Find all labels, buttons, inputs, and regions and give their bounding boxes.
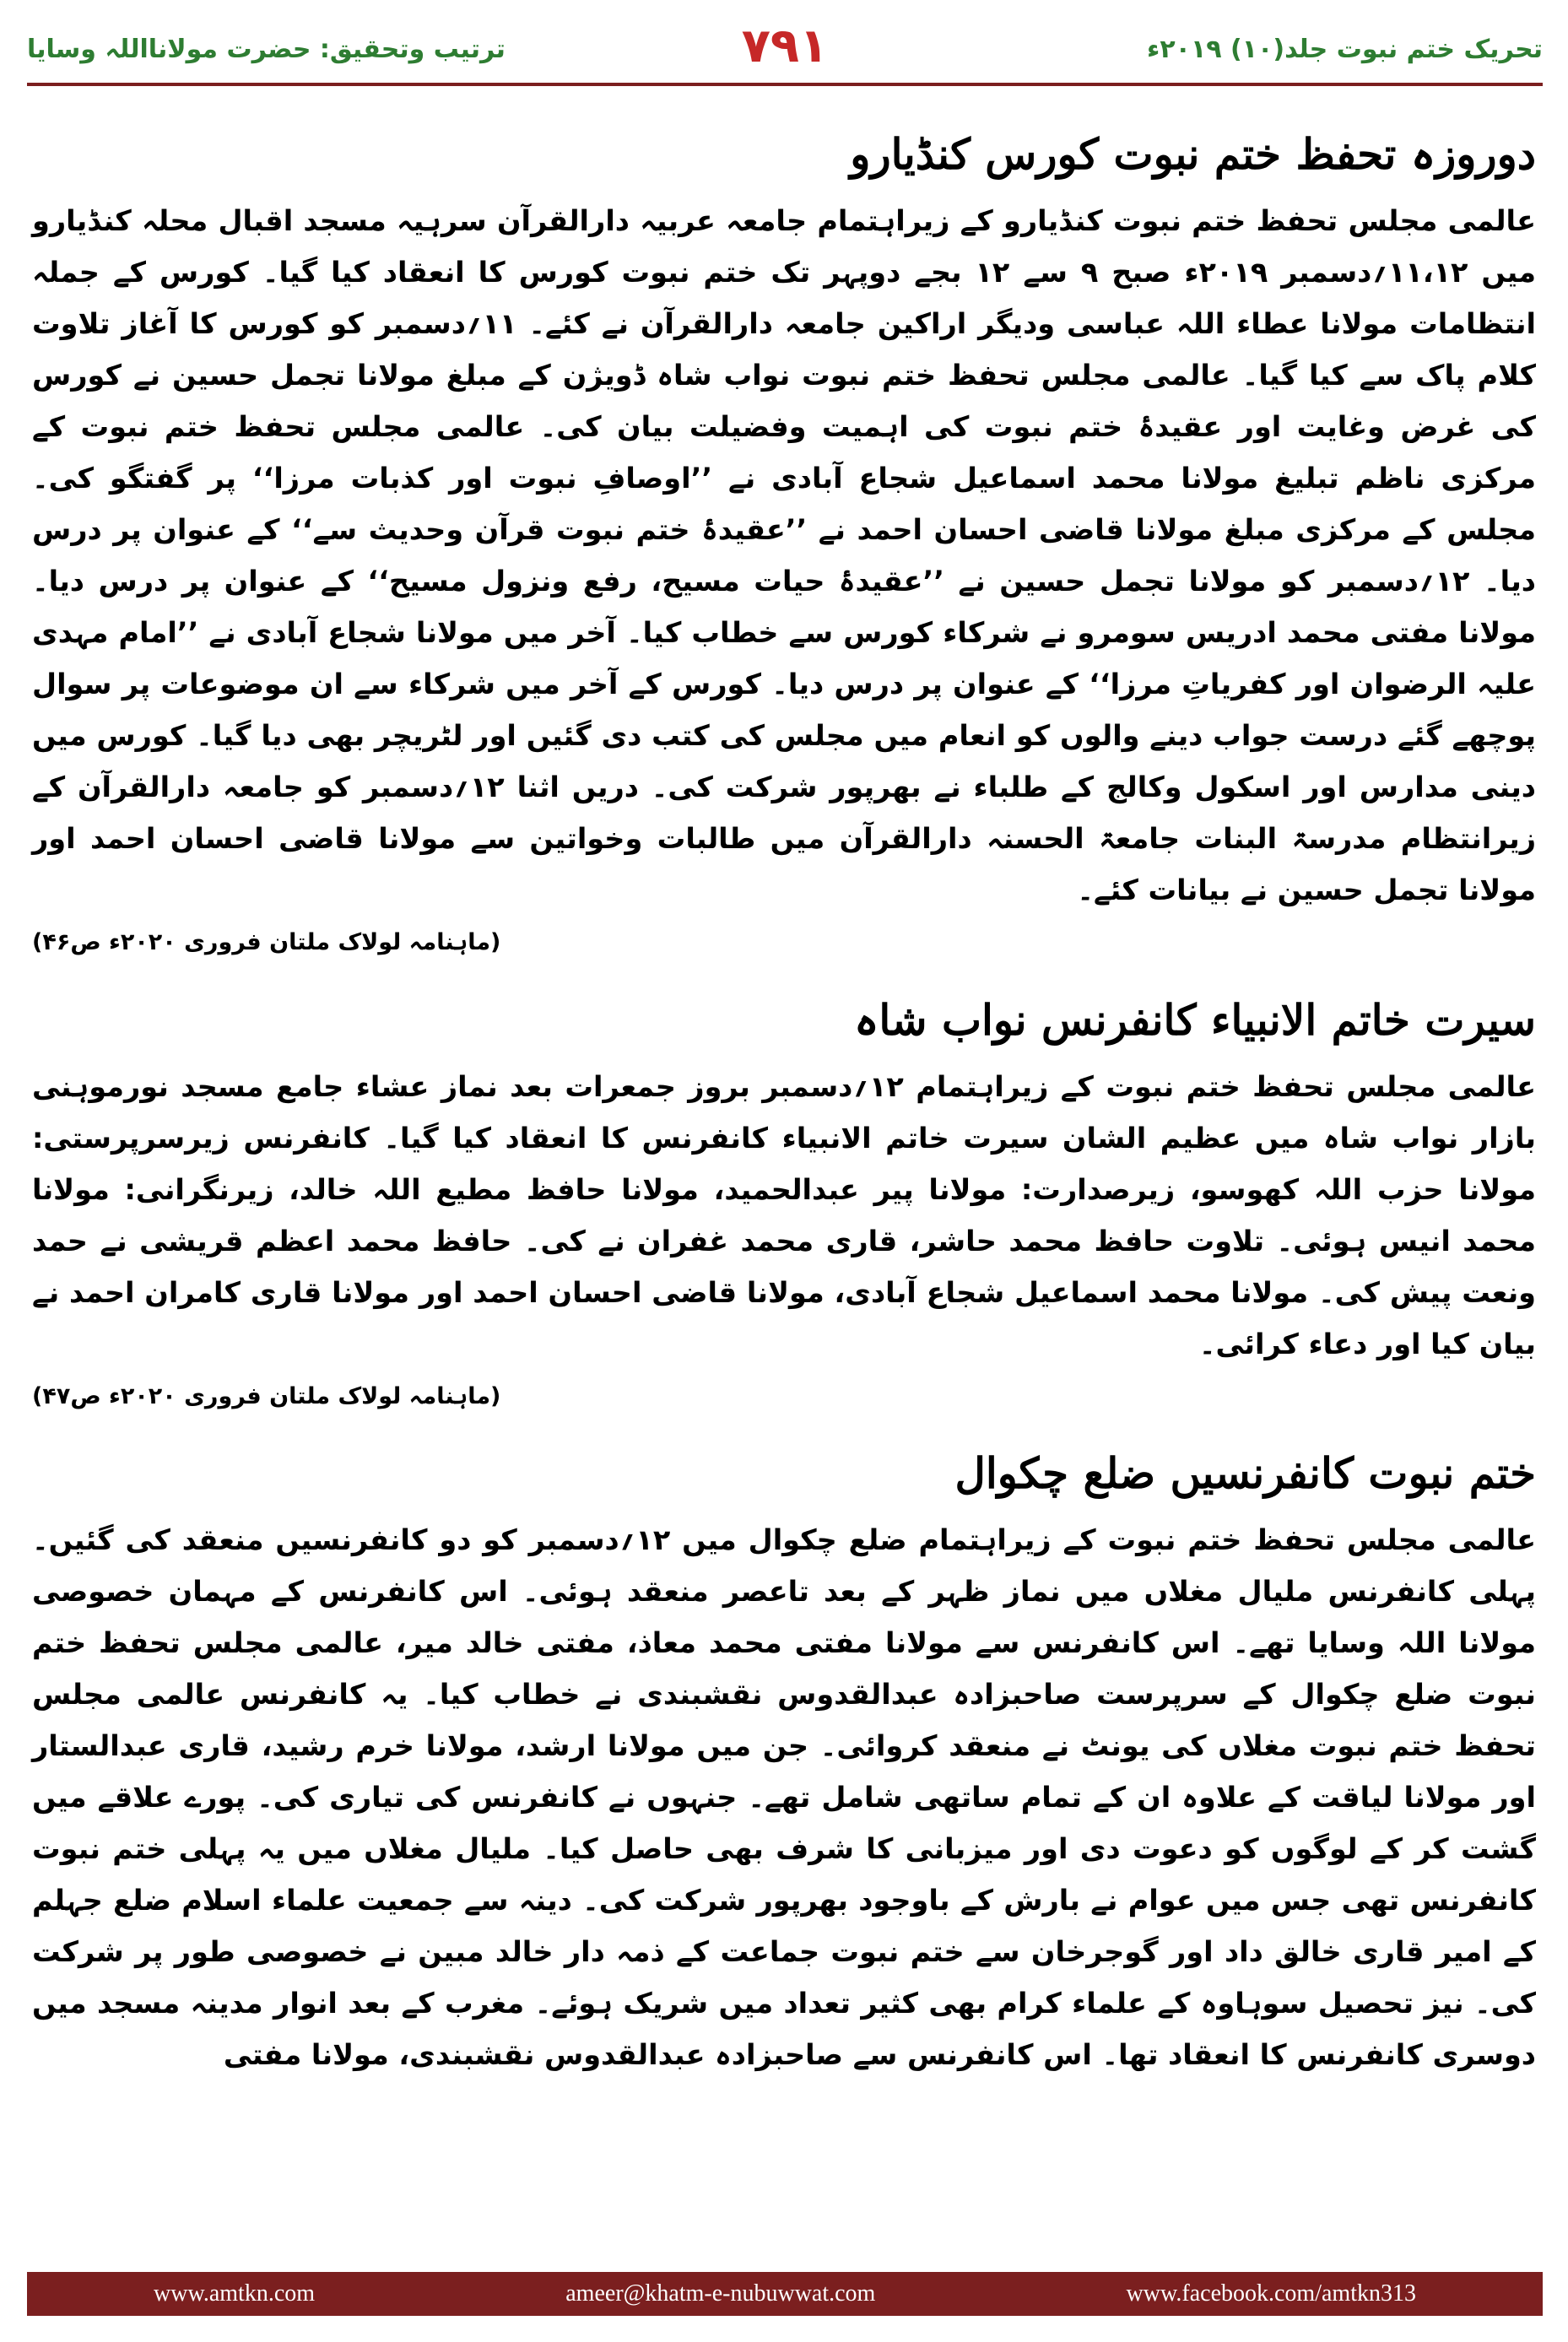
article-body bbox=[32, 127, 1536, 2220]
section-title: دوروزہ تحفظ ختم نبوت کورس کنڈیارو bbox=[850, 129, 1536, 179]
section-paragraph: عالمی مجلس تحفظ ختم نبوت کے زیراہتمام ضلع چکوال میں ۱۲؍دسمبر کو دو کانفرنسیں منعقد کی گئیں۔ پہلی کانفرنس ملیال مغلاں میں نماز ظہر کے بعد تاعصر منعقد ہوئی۔ اس کانفرنس کے مہمان خصوصی مولانا اللہ وسایا تھے۔ اس کانفرنس سے مولانا مفتی محمد معاذ، مفتی خالد میر، عالمی مجلس تحفظ ختم نبوت ضلع چکوال کے سرپرست صاحبزادہ عبدالقدوس نقشبندی نے خطاب کیا۔ یہ کانفرنس عالمی مجلس تحفظ ختم نبوت مغلاں کی یونٹ نے منعقد کروائی۔ جن میں مولانا ارشد، مولانا خرم رشید، قاری عبدالستار اور مولانا لیاقت کے علاوہ ان کے تمام ساتھی شامل تھے۔ جنہوں نے کانفرنس کی تیاری کی۔ پورے علاقے میں گشت کر کے لوگوں کو دعوت دی اور میزبانی کا شرف بھی حاصل کیا۔ ملیال مغلاں میں یہ پہلی ختم نبوت کانفرنس تھی جس میں عوام نے بارش کے باوجود بھرپور شرکت کی۔ دینہ سے جمعیت علماء اسلام ضلع جہلم کے امیر قاری خالق داد اور گوجرخان سے ختم نبوت جماعت کے ذمہ دار خالد مبین نے خصوصی طور پر شرکت کی۔ نیز تحصیل سوہاوہ کے علماء کرام بھی کثیر تعداد میں شریک ہوئے۔ مغرب کے بعد انوار مدینہ مسجد میں دوسری کانفرنس کا انعقاد تھا۔ اس کانفرنس سے صاحبزادہ عبدالقدوس نقشبندی، مولانا مفتی bbox=[32, 1523, 1537, 2071]
section-paragraph: عالمی مجلس تحفظ ختم نبوت کنڈیارو کے زیراہتمام جامعہ عربیہ دارالقرآن سرہیہ مسجد اقبال محلہ کنڈیارو میں ۱۱،۱۲؍دسمبر ۲۰۱۹ء صبح ۹ سے ۱۲ بجے دوپہر تک ختم نبوت کورس کا انعقاد کیا گیا۔ کورس کے جملہ انتظامات مولانا عطاء اللہ عباسی ودیگر اراکین جامعہ دارالقرآن نے کئے۔ ۱۱؍دسمبر کو کورس کا آغاز تلاوت کلام پاک سے کیا گیا۔ عالمی مجلس تحفظ ختم نبوت نواب شاہ ڈویژن کے مبلغ مولانا تجمل حسین نے کورس کی غرض وغایت اور عقیدۂ ختم نبوت کی اہمیت وفضیلت بیان کی۔ عالمی مجلس تحفظ ختم نبوت کے مرکزی ناظم تبلیغ مولانا محمد اسماعیل شجاع آبادی نے ’’اوصافِ نبوت اور کذبات مرزا‘‘ پر گفتگو کی۔ مجلس کے مرکزی مبلغ مولانا قاضی احسان احمد نے ’’عقیدۂ ختم نبوت قرآن وحدیث سے‘‘ کے عنوان پر درس دیا۔ ۱۲؍دسمبر کو مولانا تجمل حسین نے ’’عقیدۂ حیات مسیح، رفع ونزول مسیح‘‘ کے عنوان پر درس دیا۔ مولانا مفتی محمد ادریس سومرو نے شرکاء کورس سے خطاب کیا۔ آخر میں مولانا شجاع آبادی نے ’’امام مہدی علیہ الرضوان اور کفریاتِ مرزا‘‘ کے عنوان پر درس دیا۔ کورس کے آخر میں شرکاء سے ان موضوعات پر سوال پوچھے گئے درست جواب دینے والوں کو انعام میں مجلس کی کتب دی گئیں اور لٹریچر بھی دیا گیا۔ کورس میں دینی مدارس اور اسکول وکالج کے طلباء نے بھرپور شرکت کی۔ دریں اثنا ۱۲؍دسمبر کو جامعہ دارالقرآن کے زیرانتظام مدرسۃ البنات جامعۃ الحسنہ دارالقرآن میں طالبات وخواتین سے مولانا قاضی احسان احمد اور مولانا تجمل حسین نے بیانات کئے۔ bbox=[32, 204, 1536, 906]
page-number: ۷۹۱ bbox=[741, 19, 829, 73]
header-compiler: ترتیب وتحقیق: حضرت مولانااللہ وسایا bbox=[27, 34, 506, 64]
section-paragraph: عالمی مجلس تحفظ ختم نبوت کے زیراہتمام ۱۲؍دسمبر بروز جمعرات بعد نماز عشاء جامع مسجد نورموہنی بازار نواب شاہ میں عظیم الشان سیرت خاتم الانبیاء کانفرنس کا انعقاد کیا گیا۔ کانفرنس زیرسرپرستی: مولانا حزب اللہ کھوسو، زیرصدارت: مولانا پیر عبدالحمید، مولانا حافظ مطیع اللہ خالد، زیرنگرانی: مولانا محمد انیس ہوئی۔ تلاوت حافظ محمد حاشر، قاری محمد غفران نے کی۔ حافظ محمد اعظم قریشی نے حمد ونعت پیش کی۔ مولانا محمد اسماعیل شجاع آبادی، مولانا قاضی احسان احمد اور مولانا قاری کامران احمد نے بیان کیا اور دعاء کرائی۔ bbox=[32, 1069, 1536, 1360]
footer-website-link[interactable]: www.amtkn.com bbox=[154, 2280, 316, 2307]
section-title: سیرت خاتم الانبیاء کانفرنس نواب شاہ bbox=[854, 994, 1536, 1045]
section-citation: (ماہنامہ لولاک ملتان فروری ۲۰۲۰ء ص۴۶) bbox=[32, 929, 501, 955]
section-citation: (ماہنامہ لولاک ملتان فروری ۲۰۲۰ء ص۴۷) bbox=[32, 1382, 501, 1409]
footer-email-link[interactable]: ameer@khatm-e-nubuwwat.com bbox=[565, 2280, 876, 2307]
header-book-title: تحریک ختم نبوت جلد(۱۰) ۲۰۱۹ء bbox=[1146, 34, 1543, 64]
page-footer bbox=[27, 2272, 1543, 2316]
header-rule bbox=[27, 83, 1543, 86]
section-title: ختم نبوت کانفرنسیں ضلع چکوال bbox=[954, 1448, 1536, 1498]
footer-facebook-link[interactable]: www.facebook.com/amtkn313 bbox=[1126, 2280, 1416, 2307]
page-header bbox=[27, 19, 1543, 74]
